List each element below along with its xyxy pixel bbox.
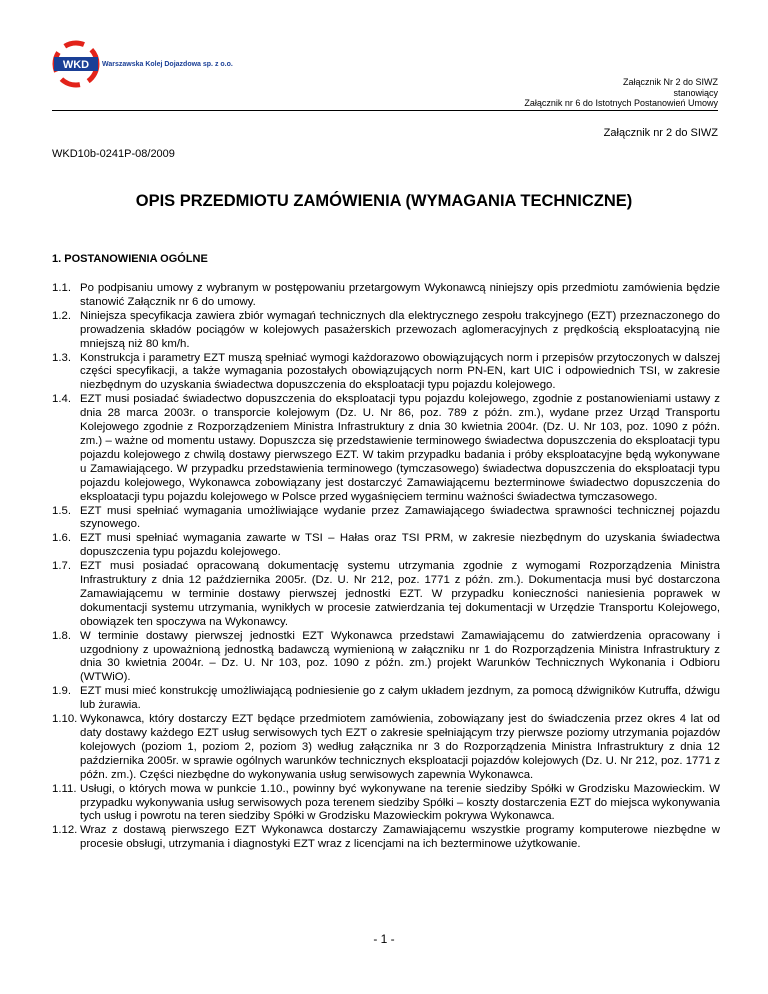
clause-text: EZT musi posiadać opracowaną dokumentację systemu utrzymania zgodnie z wymogami Rozporządzenia Ministra Infrastruktury z dnia 12 października 2005r. (Dz. U. Nr 212, poz. 1771 z późn. zm.). Dokumentacja musi być dostarczona Zamawiającemu w terminie dostawy pierwszej jednostki EZT. W przypadku konieczności naniesienia poprawek w dokumentacji systemu utrzymania, wynikłych w procesie zatwierdzania tej dokumentacji w Urzędzie Transportu Kolejowego, obowiązek ten spoczywa na Wykonawcy.	[80, 560, 720, 628]
reference-number: WKD10b-0241P-08/2009	[52, 148, 175, 160]
clause-number: 1.9.	[52, 685, 71, 698]
clause-item	[52, 532, 720, 560]
clause-item	[52, 352, 720, 394]
clause-text: W terminie dostawy pierwszej jednostki EZT Wykonawca przedstawi Zamawiającemu do zatwierdzenia opracowany i uzgodniony z upoważnioną jednostką badawczą wymienioną w załączniku nr 1 do Rozporządzenia Ministra Infrastruktury z dnia 30 kwietnia 2004r. – Dz. U. Nr 103, poz. 1090 z późn. zm.) projekt Warunków Technicznych Wykonania i Odbioru (WTWiO).	[80, 629, 720, 684]
clause-item	[52, 282, 720, 310]
clause-number: 1.6.	[52, 532, 71, 545]
header-divider	[52, 110, 718, 111]
page-number: - 1 -	[373, 932, 395, 946]
clause-item	[52, 393, 720, 504]
header-line: stanowiący	[673, 87, 718, 98]
clause-number: 1.4.	[52, 393, 71, 406]
clause-text: Niniejsza specyfikacja zawiera zbiór wymagań technicznych dla elektrycznego zespołu trakcyjnego (EZT) przeznaczonego do prowadzenia składów pociągów w kolejowych pasażerskich przewozach aglomeracyjnych z prędkością eksploatacyjną nie mniejszą niż 80 km/h.	[80, 309, 720, 350]
clause-number: 1.2.	[52, 309, 71, 322]
clause-text: EZT musi spełniać wymagania zawarte w TSI – Hałas oraz TSI PRM, w zakresie niezbędnym do uzyskania świadectwa dopuszczenia typu pojazdu kolejowego.	[80, 532, 720, 559]
clause-text: EZT musi posiadać świadectwo dopuszczenia do eksploatacji typu pojazdu kolejowego, zgodnie z postanowieniami ustawy z dnia 28 marca 2003r. o transporcie kolejowym (Dz. U. Nr 86, poz. 789 z późn. zm.), wydane przez Urząd Transportu Kolejowego zgodnie z Rozporządzeniem Ministra Infrastruktury z dnia 30 kwietnia 2004r. (Dz. U. Nr 103, poz. 1090 z późn. zm.) – ważne od momentu ustawy. Dopuszcza się przedstawienie terminowego świadectwa dopuszczenia do eksploatacji typu pojazdu kolejowego z chwilą dostawy pierwszego EZT. W takim przypadku badania i próby eksploatacyjne będą wykonywane u Zamawiającego. W przypadku przedstawienia terminowego (tymczasowego) świadectwa dopuszczenia do eksploatacji typu pojazdu kolejowego, Wykonawca zobowiązany jest dostarczyć Zamawiającemu bezterminowe świadectwo dopuszczenia do eksploatacji typu pojazdu kolejowego w Polsce przed wygaśnięciem terminu ważności świadectwa tymczasowego.	[80, 393, 720, 503]
clause-number: 1.8.	[52, 629, 71, 642]
clause-text: EZT musi mieć konstrukcję umożliwiającą podniesienie go z całym układem jezdnym, za pomocą dźwigników Kutruffa, dźwigu lub żurawia.	[80, 685, 720, 712]
section-heading: 1. POSTANOWIENIA OGÓLNE	[52, 253, 208, 265]
clause-text: Wykonawca, który dostarczy EZT będące przedmiotem zamówienia, zobowiązany jest do świadczenia przez okres 4 lat od daty dostawy każdego EZT usług serwisowych tych EZT o zakresie spełniającym trzy pierwsze poziomy utrzymania pojazdów kolejowych (poziom 1, poziom 2, poziom 3) według załącznika nr 3 do Rozporządzenia Ministra Infrastruktury z dnia 12 października 2005r. w sprawie ogólnych warunków technicznych eksploatacji pojazdów kolejowych (Dz. U. Nr 212, poz. 1771 z późn. zm.). Części niezbędne do wykonywania usług serwisowych zapewnia Wykonawca.	[80, 713, 720, 781]
svg-text:WKD: WKD	[62, 59, 90, 71]
header-line: Załącznik Nr 2 do SIWZ	[622, 77, 718, 87]
clause-number: 1.5.	[52, 504, 71, 517]
clause-number: 1.3.	[52, 351, 71, 364]
clause-item	[52, 505, 720, 533]
clause-number: 1.12.	[52, 824, 78, 837]
clause-text: Wraz z dostawą pierwszego EZT Wykonawca dostarczy Zamawiającemu wszystkie programy komputerowe niezbędne w procesie obsługi, utrzymania i diagnostyki EZT wraz z licencjami na ich bezterminowe użytkowanie.	[80, 824, 720, 851]
clause-text: EZT musi spełniać wymagania umożliwiające wydanie przez Zamawiającego świadectwa sprawności technicznej pojazdu szynowego.	[80, 504, 720, 531]
company-name: Warszawska Kolej Dojazdowa sp. z o.o.	[102, 61, 233, 68]
document-title: OPIS PRZEDMIOTU ZAMÓWIENIA (WYMAGANIA TECHNICZNE)	[135, 192, 633, 210]
annex-label: Załącznik nr 2 do SIWZ	[603, 127, 718, 139]
clause-item	[52, 783, 720, 825]
clause-number: 1.1.	[52, 282, 71, 294]
wkd-logo	[52, 40, 100, 88]
clause-text: Usługi, o których mowa w punkcie 1.10., powinny być wykonywane na terenie siedziby Spółki w Grodzisku Mazowieckim. W przypadku wykonywania usług serwisowych poza terenem siedziby Spółki – koszty dostarczenia EZT do miejsca wykonywania tych usług i powrotu na teren siedziby Spółki w Grodzisku Mazowieckim pokrywa Wykonawca.	[80, 782, 720, 823]
clause-text: Konstrukcja i parametry EZT muszą spełniać wymogi każdorazowo obowiązujących norm i przepisów przytoczonych w dalszej części specyfikacji, a także wymagania pozostałych obowiązujących norm PN-EN, kart UIC i odpowiednich TSI, w zakresie niezbędnym do uzyskania świadectwa dopuszczenia do eksploatacji typu pojazdu kolejowego.	[80, 351, 720, 392]
clause-item	[52, 713, 720, 783]
clause-list	[52, 282, 720, 852]
clause-item	[52, 824, 720, 852]
clause-item	[52, 630, 720, 686]
clause-item	[52, 685, 720, 713]
clause-number: 1.11.	[52, 782, 77, 795]
clause-text: Po podpisaniu umowy z wybranym w postępowaniu przetargowym Wykonawcą niniejszy opis przedmiotu zamówienia będzie stanowić Załącznik nr 6 do umowy.	[80, 282, 720, 308]
header-line: Załącznik nr 6 do Istotnych Postanowień Umowy	[524, 98, 718, 108]
clause-number: 1.10.	[52, 713, 78, 726]
clause-item	[52, 310, 720, 352]
clause-number: 1.7.	[52, 560, 71, 573]
header-annex-info	[524, 77, 718, 109]
clause-item	[52, 560, 720, 630]
